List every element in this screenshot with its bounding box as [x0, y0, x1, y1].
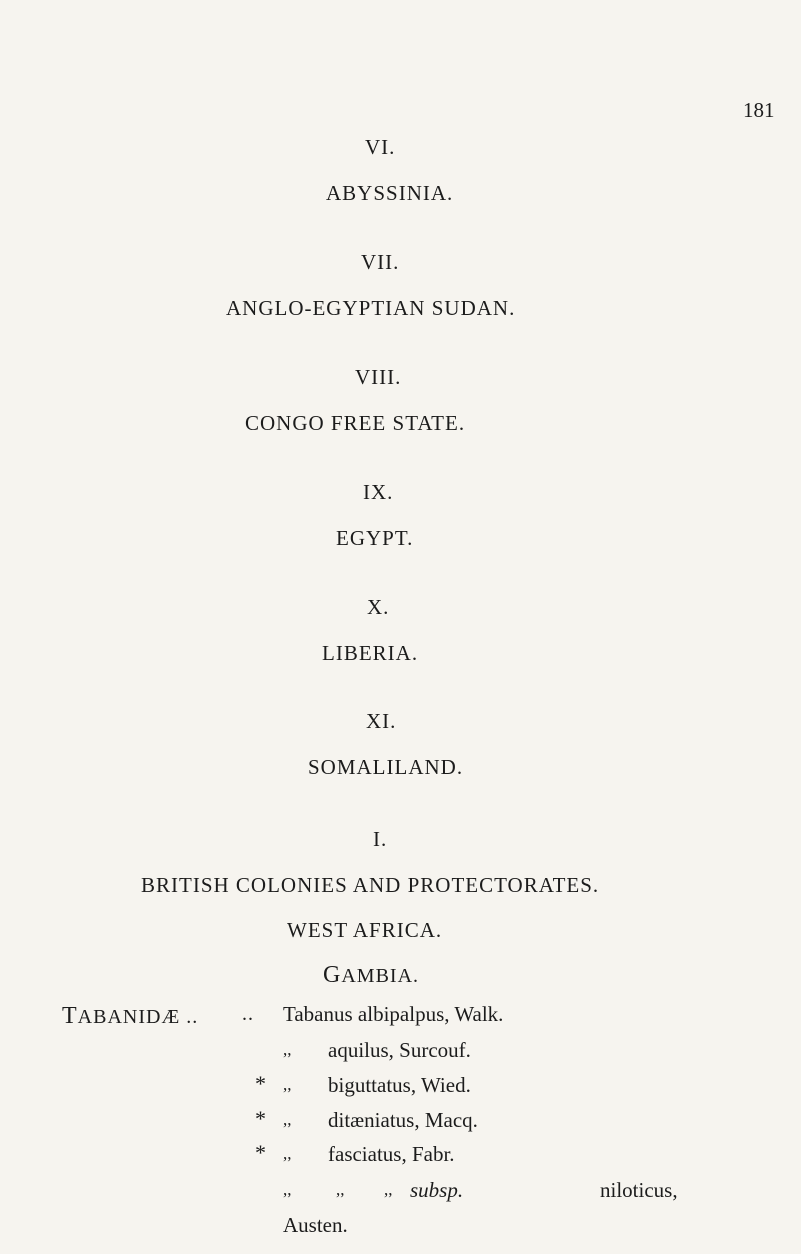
entry-star: * — [255, 1106, 266, 1131]
entry-ditto: ,, — [283, 1110, 292, 1129]
entry-ditto: ,, — [283, 1180, 292, 1199]
section-numeral-x: X. — [367, 595, 390, 619]
subregion-initial: G — [323, 962, 342, 988]
part-title: BRITISH COLONIES AND PROTECTORATES. — [141, 873, 600, 897]
section-title-egypt: EGYPT. — [336, 526, 414, 550]
entry-fasciatus: fasciatus, Fabr. — [328, 1142, 455, 1166]
subregion-rest: AMBIA. — [341, 965, 420, 987]
family-rest: ABANIDÆ — [77, 1006, 181, 1028]
entry-ditto: ,, — [283, 1144, 292, 1163]
entry-subsp: subsp. — [410, 1178, 464, 1202]
section-title-congo-free-state: CONGO FREE STATE. — [245, 411, 466, 435]
section-title-liberia: LIBERIA. — [322, 641, 419, 665]
section-title-anglo-egyptian-sudan: ANGLO-EGYPTIAN SUDAN. — [226, 296, 516, 320]
entry-star: * — [255, 1140, 266, 1165]
entry-ditto: ,, — [384, 1180, 393, 1199]
entry-ditto: ,, — [283, 1075, 292, 1094]
subregion-heading — [323, 962, 419, 989]
page-number: 181 — [743, 98, 775, 122]
entry-star: * — [255, 1071, 266, 1096]
entry-niloticus: niloticus, — [600, 1178, 678, 1202]
entry-aquilus: aquilus, Surcouf. — [328, 1038, 471, 1062]
part-numeral: I. — [373, 827, 388, 851]
entry-biguttatus: biguttatus, Wied. — [328, 1073, 471, 1097]
entry-ditto: ,, — [336, 1180, 345, 1199]
section-numeral-vi: VI. — [365, 135, 396, 159]
family-leader-left: .. — [186, 1006, 199, 1028]
section-numeral-vii: VII. — [361, 250, 400, 274]
region-heading: WEST AFRICA. — [287, 918, 443, 942]
section-numeral-ix: IX. — [363, 480, 394, 504]
entry-albipalpus: Tabanus albipalpus, Walk. — [283, 1002, 504, 1026]
family-label — [62, 1003, 198, 1030]
section-title-abyssinia: ABYSSINIA. — [326, 181, 454, 205]
family-initial: T — [62, 1003, 78, 1029]
section-numeral-xi: XI. — [366, 709, 397, 733]
section-numeral-viii: VIII. — [355, 365, 402, 389]
entry-ditaeniatus: ditæniatus, Macq. — [328, 1108, 478, 1132]
entry-author-austen: Austen. — [283, 1213, 348, 1237]
family-leader-right: .. — [242, 1003, 254, 1025]
entry-ditto: ,, — [283, 1040, 292, 1059]
section-title-somaliland: SOMALILAND. — [308, 755, 464, 779]
